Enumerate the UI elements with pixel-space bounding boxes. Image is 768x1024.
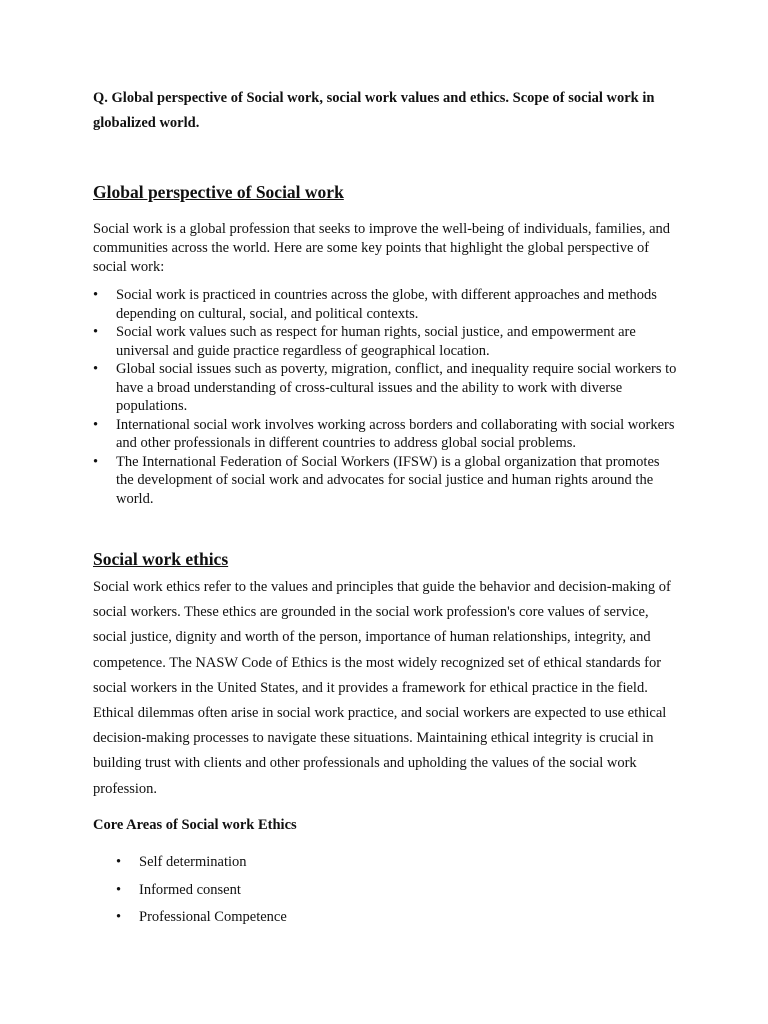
global-perspective-bullet-list (93, 286, 677, 508)
ethics-paragraph: Social work ethics refer to the values and principles that guide the behavior and decision-making of social workers. These ethics are grounded in the social work profession's core values of service, social justice, dignity and worth of the person, importance of human relationships, integrity, and competence. The NASW Code of Ethics is the most widely recognized set of ethical standards for social workers in the United States, and it provides a framework for ethical practice in the field. Ethical dilemmas often arise in social work practice, and social workers are expected to use ethical decision-making processes to navigate these situations. Maintaining ethical integrity is crucial in building trust with clients and other professionals and upholding the values of the social work profession. (93, 579, 671, 797)
list-item: • The International Federation of Social Workers (IFSW) is a global organization that promotes the development of social work and advocates for social justice and human rights around the world. (93, 453, 677, 509)
core-areas-bullet-list (116, 849, 616, 932)
intro-paragraph: Social work is a global profession that seeks to improve the well-being of individuals, families, and communities across the world. Here are some key points that highlight the global perspective of social work: (93, 221, 671, 275)
list-item: • Informed consent (116, 877, 616, 905)
list-item: • Professional Competence (116, 904, 616, 932)
section-heading-global-perspective: Global perspective of Social work (93, 182, 344, 202)
list-item: • Global social issues such as poverty, migration, conflict, and inequality require social workers to have a broad understanding of cross-cultural issues and the ability to work with diverse populations. (93, 360, 677, 416)
list-item: • Social work is practiced in countries across the globe, with different approaches and methods depending on cultural, social, and political contexts. (93, 286, 677, 323)
section-heading-social-work-ethics: Social work ethics (93, 549, 229, 569)
list-item: • Social work values such as respect for human rights, social justice, and empowerment are universal and guide practice regardless of geographical location. (93, 323, 677, 360)
list-item: • Self determination (116, 849, 616, 877)
question-heading: Q. Global perspective of Social work, social work values and ethics. Scope of social work in globalized world. (93, 90, 655, 131)
list-item: • International social work involves working across borders and collaborating with social workers and other professionals in different countries to address global social problems. (93, 416, 677, 453)
core-areas-subheading: Core Areas of Social work Ethics (93, 817, 297, 833)
